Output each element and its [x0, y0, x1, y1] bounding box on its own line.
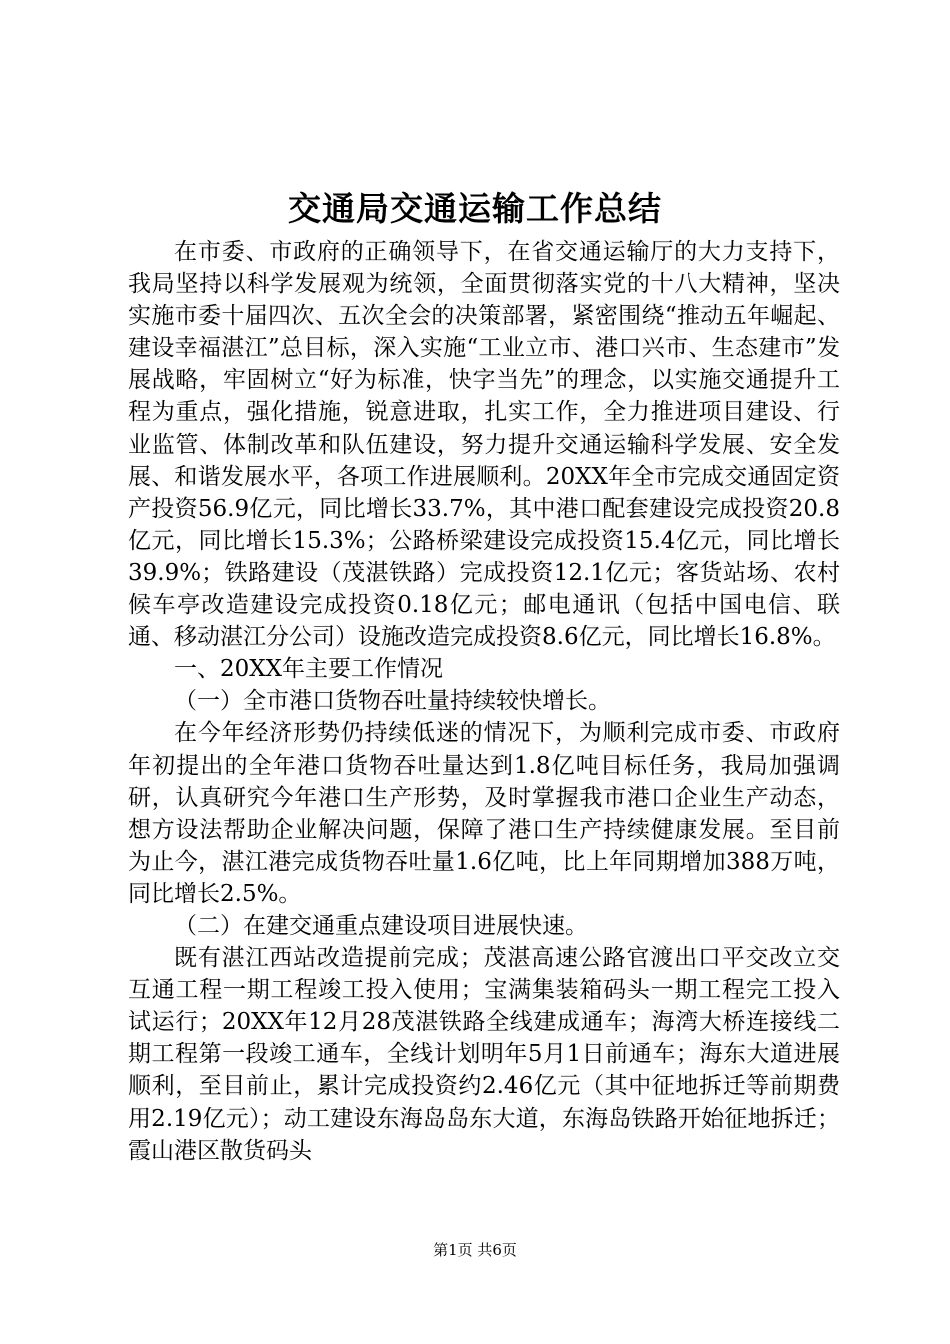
document-body: [128, 236, 840, 1167]
page-number-footer: 第1页 共6页: [433, 1241, 517, 1259]
intro-paragraph: 在市委、市政府的正确领导下，在省交通运输厅的大力支持下，我局坚持以科学发展观为统领，全面贯彻落实党的十八大精神，坚决实施市委十届四次、五次全会的决策部署，紧密围绕“推动五年崛起、建设幸福湛江”总目标，深入实施“工业立市、港口兴市、生态建市”发展战略，牢固树立“好为标准，快字当先”的理念，以实施交通提升工程为重点，强化措施，锐意进取，扎实工作，全力推进项目建设、行业监管、体制改革和队伍建设，努力提升交通运输科学发展、安全发展、和谐发展水平，各项工作进展顺利。20XX年全市完成交通固定资产投资56.9亿元，同比增长33.7%，其中港口配套建设完成投资20.8亿元，同比增长15.3%；公路桥梁建设完成投资15.4亿元，同比增长39.9%；铁路建设（茂湛铁路）完成投资12.1亿元；客货站场、农村候车亭改造建设完成投资0.18亿元；邮电通讯（包括中国电信、联通、移动湛江分公司）设施改造完成投资8.6亿元，同比增长16.8%。: [128, 239, 840, 651]
subsection-heading-2: （二）在建交通重点建设项目进展快速。: [174, 912, 588, 939]
port-throughput-paragraph: 在今年经济形势仍持续低迷的情况下，为顺利完成市委、市政府年初提出的全年港口货物吞吐量达到1.8亿吨目标任务，我局加强调研，认真研究今年港口生产形势，及时掌握我市港口企业生产动态，想方设法帮助企业解决问题，保障了港口生产持续健康发展。至目前为止今，湛江港完成货物吞吐量1.6亿吨，比上年同期增加388万吨，同比增长2.5%。: [128, 720, 840, 907]
key-projects-paragraph: 既有湛江西站改造提前完成；茂湛高速公路官渡出口平交改立交互通工程一期工程竣工投入使用；宝满集装箱码头一期工程完工投入试运行；20XX年12月28茂湛铁路全线建成通车；海湾大桥连接线二期工程第一段竣工通车，全线计划明年5月1日前通车；海东大道进展顺利，至目前止，累计完成投资约2.46亿元（其中征地拆迁等前期费用2.19亿元）；动工建设东海岛岛东大道，东海岛铁路开始征地拆迁；霞山港区散货码头: [128, 945, 840, 1164]
section-heading: 一、20XX年主要工作情况: [174, 656, 444, 683]
subsection-heading-1: （一）全市港口货物吞吐量持续较快增长。: [174, 688, 611, 715]
document-title: 交通局交通运输工作总结: [288, 189, 662, 228]
